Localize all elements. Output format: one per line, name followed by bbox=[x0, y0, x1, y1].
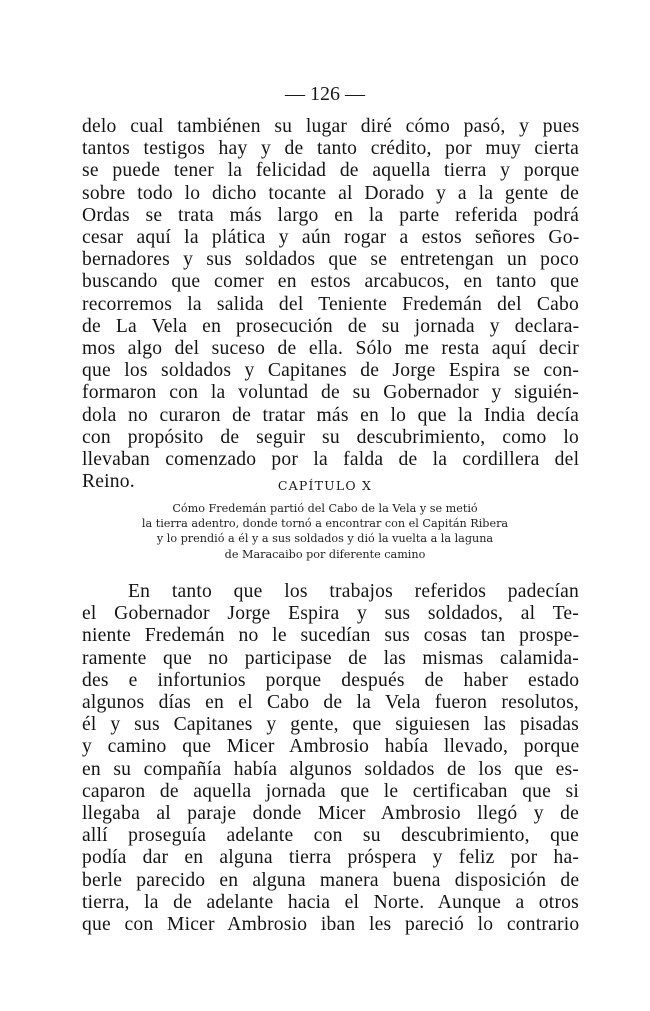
text-line: des e infortunios porque después de haber estado bbox=[82, 669, 580, 691]
text-line: tantos testigos hay y de tanto crédito, por muy cierta bbox=[82, 138, 580, 160]
text-line: recorremos la salida del Teniente Fredemán del Cabo bbox=[82, 293, 579, 315]
chapter-paragraph bbox=[82, 581, 579, 936]
text-line: formaron con la voluntad de su Gobernador y siguién- bbox=[82, 382, 579, 404]
text-line: bernadores y sus soldados que se entretengan un poco bbox=[82, 249, 579, 271]
text-line: delo cual tambiénen su lugar diré cómo pasó, y pues bbox=[82, 116, 580, 137]
text-line: dola no curaron de tratar más en lo que la India decía bbox=[82, 404, 579, 426]
summary-line: de Maracaibo por diferente camino bbox=[224, 547, 426, 561]
text-line: berle parecido en alguna manera buena disposición de bbox=[82, 869, 580, 891]
text-line: buscando que comer en estos arcabucos, en tanto que bbox=[82, 271, 579, 293]
text-line: Ordas se trata más largo en la parte referida podrá bbox=[82, 204, 579, 226]
text-line: mos algo del suceso de ella. Sólo me resta aquí decir bbox=[82, 338, 579, 360]
summary-line: Cómo Fredemán partió del Cabo de la Vela y se metió bbox=[172, 502, 478, 515]
text-line: ramente que no participase de las mismas calamida- bbox=[82, 647, 579, 669]
chapter-title: CAPÍTULO X bbox=[277, 478, 373, 493]
text-line: caparon de aquella jornada que le certificaban que si bbox=[82, 780, 579, 802]
text-line: se puede tener la felicidad de aquella tierra y porque bbox=[82, 160, 580, 182]
text-line: cesar aquí la plática y aún rogar a estos señores Go- bbox=[82, 227, 580, 249]
text-line: algunos días en el Cabo de la Vela fueron resolutos, bbox=[82, 692, 579, 714]
text-line: con propósito de seguir su descubrimiento, como lo bbox=[82, 426, 579, 448]
text-line: niente Fredemán no le sucedían sus cosas tan prospe- bbox=[82, 625, 580, 647]
text-line: llevaban comenzado por la falda de la cordillera del bbox=[82, 449, 580, 471]
chapter-summary bbox=[0, 501, 650, 562]
text-line: sobre todo lo dicho tocante al Dorado y a la gente de bbox=[82, 182, 579, 204]
text-line: él y sus Capitanes y gente, que siguiesen las pisadas bbox=[82, 714, 579, 736]
text-line: Reino. bbox=[82, 471, 135, 493]
text-line: que los soldados y Capitanes de Jorge Espira se con- bbox=[82, 360, 580, 382]
text-line: En tanto que los trabajos referidos padecían bbox=[128, 581, 579, 602]
text-line: llegaba al paraje donde Micer Ambrosio llegó y de bbox=[82, 803, 579, 825]
text-line: el Gobernador Jorge Espira y sus soldados, al Te- bbox=[82, 603, 579, 625]
text-line: que con Micer Ambrosio iban les pareció lo contrario bbox=[82, 914, 580, 936]
text-line: tierra, la de adelante hacia el Norte. Aunque a otros bbox=[82, 891, 579, 913]
text-line: en su compañía había algunos soldados de los que es- bbox=[82, 758, 580, 780]
text-line: de La Vela en prosecución de su jornada y declara- bbox=[82, 315, 580, 337]
summary-line: la tierra adentro, donde tornó a encontrar con el Capitán Ribera bbox=[141, 517, 509, 531]
text-line: allí proseguía adelante con su descubrimiento, que bbox=[82, 825, 579, 847]
page-number: — 126 — bbox=[285, 83, 365, 105]
text-line: podía dar en alguna tierra próspera y feliz por ha- bbox=[82, 847, 580, 869]
summary-line: y lo prendió a él y a sus soldados y dió la vuelta a la laguna bbox=[156, 532, 494, 546]
text-line: y camino que Micer Ambrosio había llevado, porque bbox=[82, 736, 580, 758]
paragraph-continued bbox=[82, 116, 579, 493]
